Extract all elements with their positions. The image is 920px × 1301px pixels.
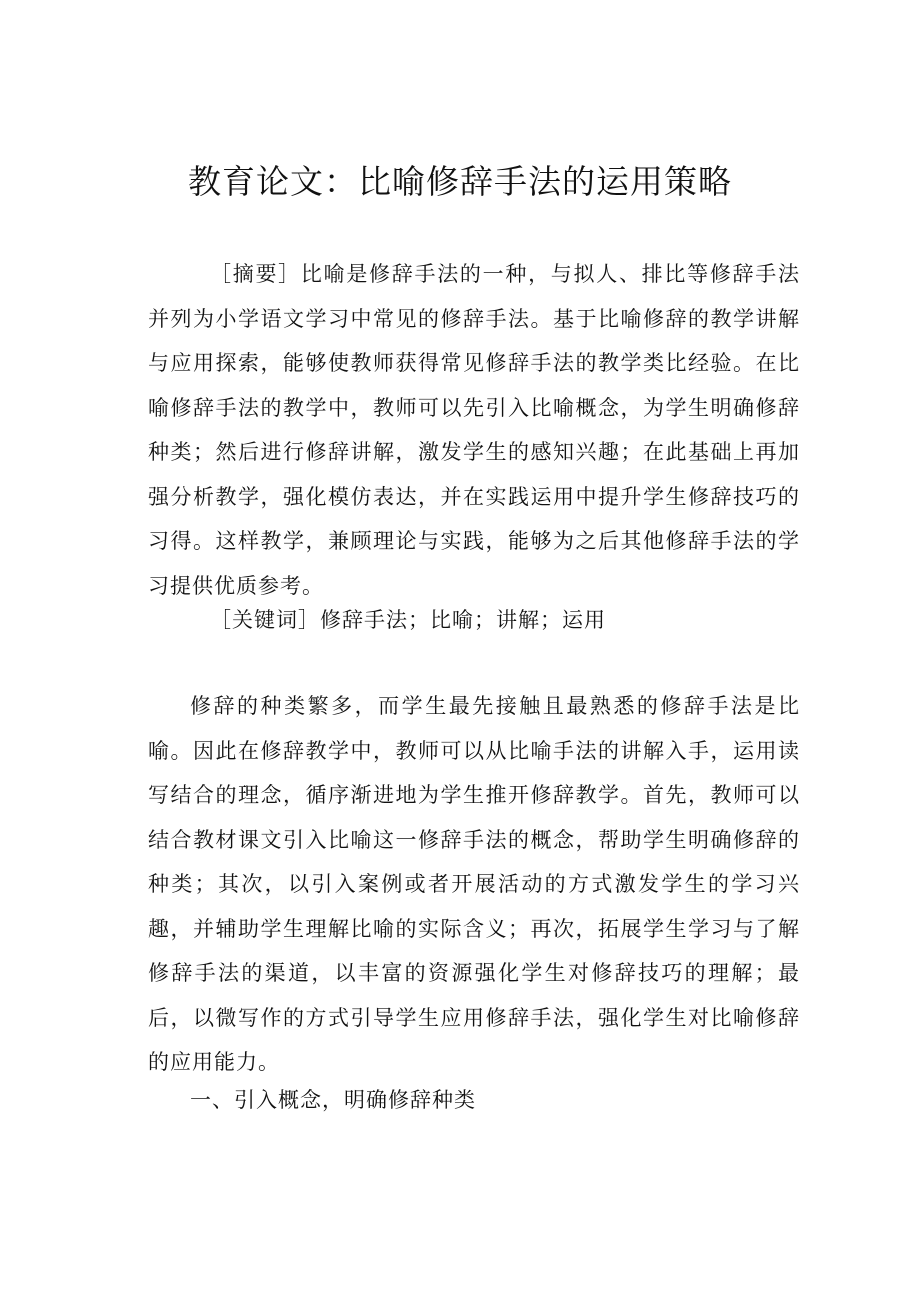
document-title: 教育论文：比喻修辞手法的运用策略 <box>188 162 732 201</box>
section-heading: 一、引入概念，明确修辞种类 <box>190 1088 476 1112</box>
keywords-line: ［关键词］修辞手法；比喻；讲解；运用 <box>210 608 606 632</box>
intro-paragraph: 修辞的种类繁多，而学生最先接触且最熟悉的修辞手法是比喻。因此在修辞教学中，教师可以从比喻手法的讲解入手，运用读写结合的理念，循序渐进地为学生推开修辞教学。首先，教师可以结合教材课文引入比喻这一修辞手法的概念，帮助学生明确修辞的种类；其次，以引入案例或者开展活动的方式激发学生的学习兴趣，并辅助学生理解比喻的实际含义；再次，拓展学生学习与了解修辞手法的渠道，以丰富的资源强化学生对修辞技巧的理解；最后，以微写作的方式引导学生应用修辞手法，强化学生对比喻修辞的应用能力。 <box>148 694 800 1074</box>
abstract-paragraph: ［摘要］比喻是修辞手法的一种，与拟人、排比等修辞手法并列为小学语文学习中常见的修辞手法。基于比喻修辞的教学讲解与应用探索，能够使教师获得常见修辞手法的教学类比经验。在比喻修辞手法的教学中，教师可以先引入比喻概念，为学生明确修辞种类；然后进行修辞讲解，激发学生的感知兴趣；在此基础上再加强分析教学，强化模仿表达，并在实践运用中提升学生修辞技巧的习得。这样教学，兼顾理论与实践，能够为之后其他修辞手法的学习提供优质参考。 <box>148 262 800 598</box>
